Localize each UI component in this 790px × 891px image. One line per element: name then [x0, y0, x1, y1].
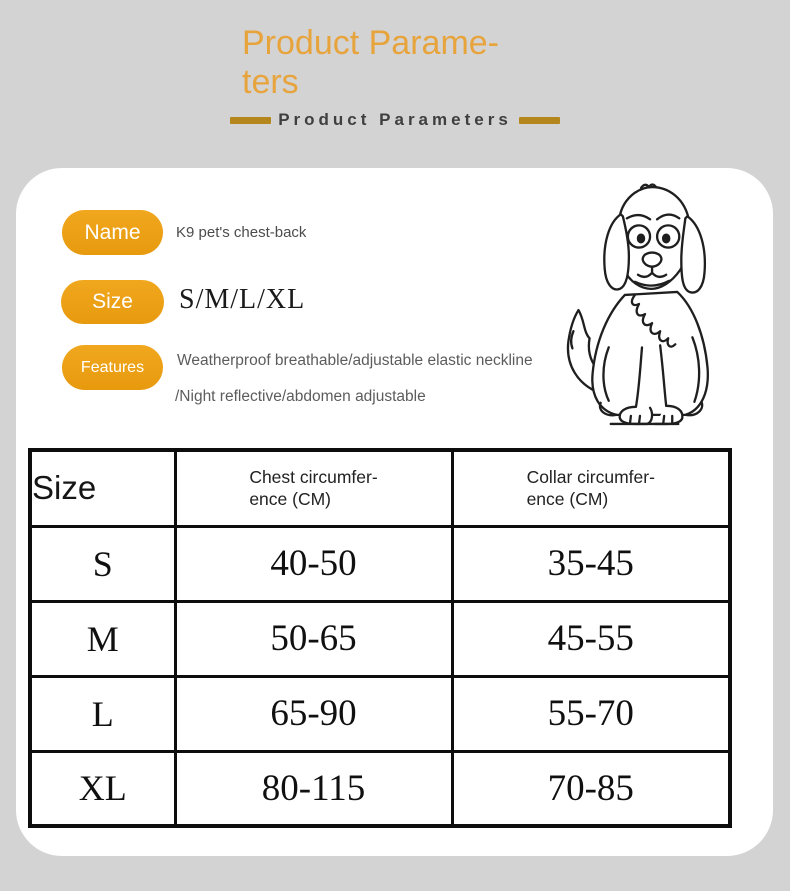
col-header-chest-line2: ence (CM)	[249, 489, 331, 510]
size-cell: M	[30, 601, 175, 676]
size-label-pill	[61, 280, 164, 324]
page-title-line2: ters	[242, 63, 299, 101]
table-row-xl	[30, 751, 730, 826]
puppy-line-drawing	[562, 178, 724, 428]
table-row-l	[30, 676, 730, 751]
size-label: Size	[92, 290, 133, 313]
features-label-pill	[62, 345, 163, 390]
collar-cell: 45-55	[452, 601, 730, 676]
size-cell: L	[30, 676, 175, 751]
page-title-line1: Product Parame-	[242, 24, 499, 62]
size-cell: XL	[30, 751, 175, 826]
col-header-collar-line1: Collar circumfer-	[526, 467, 655, 488]
size-table	[28, 448, 732, 828]
features-value-line2: /Night reflective/abdomen adjustable	[175, 388, 426, 405]
name-value: K9 pet's chest-back	[176, 224, 307, 241]
col-header-collar-line2: ence (CM)	[526, 489, 609, 510]
table-row-m	[30, 601, 730, 676]
subtitle-left-dash	[230, 117, 271, 124]
subtitle-text: Product Parameters	[278, 110, 512, 129]
col-header-collar	[452, 450, 730, 526]
chest-cell: 50-65	[175, 601, 452, 676]
name-label-pill	[62, 210, 163, 255]
collar-cell: 35-45	[452, 526, 730, 601]
size-value: S/M/L/XL	[179, 284, 306, 315]
size-table-header-row	[30, 450, 730, 526]
col-header-chest-line1: Chest circumfer-	[249, 467, 378, 488]
section-subtitle	[0, 110, 790, 130]
col-header-chest	[175, 450, 452, 526]
name-label: Name	[84, 220, 141, 244]
page-title	[242, 24, 542, 102]
chest-cell: 65-90	[175, 676, 452, 751]
dog-illustration-svg	[562, 178, 724, 428]
features-value-line1: Weatherproof breathable/adjustable elastic neckline	[177, 352, 533, 369]
subtitle-right-dash	[519, 117, 560, 124]
collar-cell: 55-70	[452, 676, 730, 751]
table-row-s	[30, 526, 730, 601]
features-label: Features	[80, 358, 145, 376]
col-header-size: Size	[30, 450, 175, 526]
chest-cell: 80-115	[175, 751, 452, 826]
product-parameters-card	[16, 168, 773, 856]
chest-cell: 40-50	[175, 526, 452, 601]
size-cell: S	[30, 526, 175, 601]
collar-cell: 70-85	[452, 751, 730, 826]
